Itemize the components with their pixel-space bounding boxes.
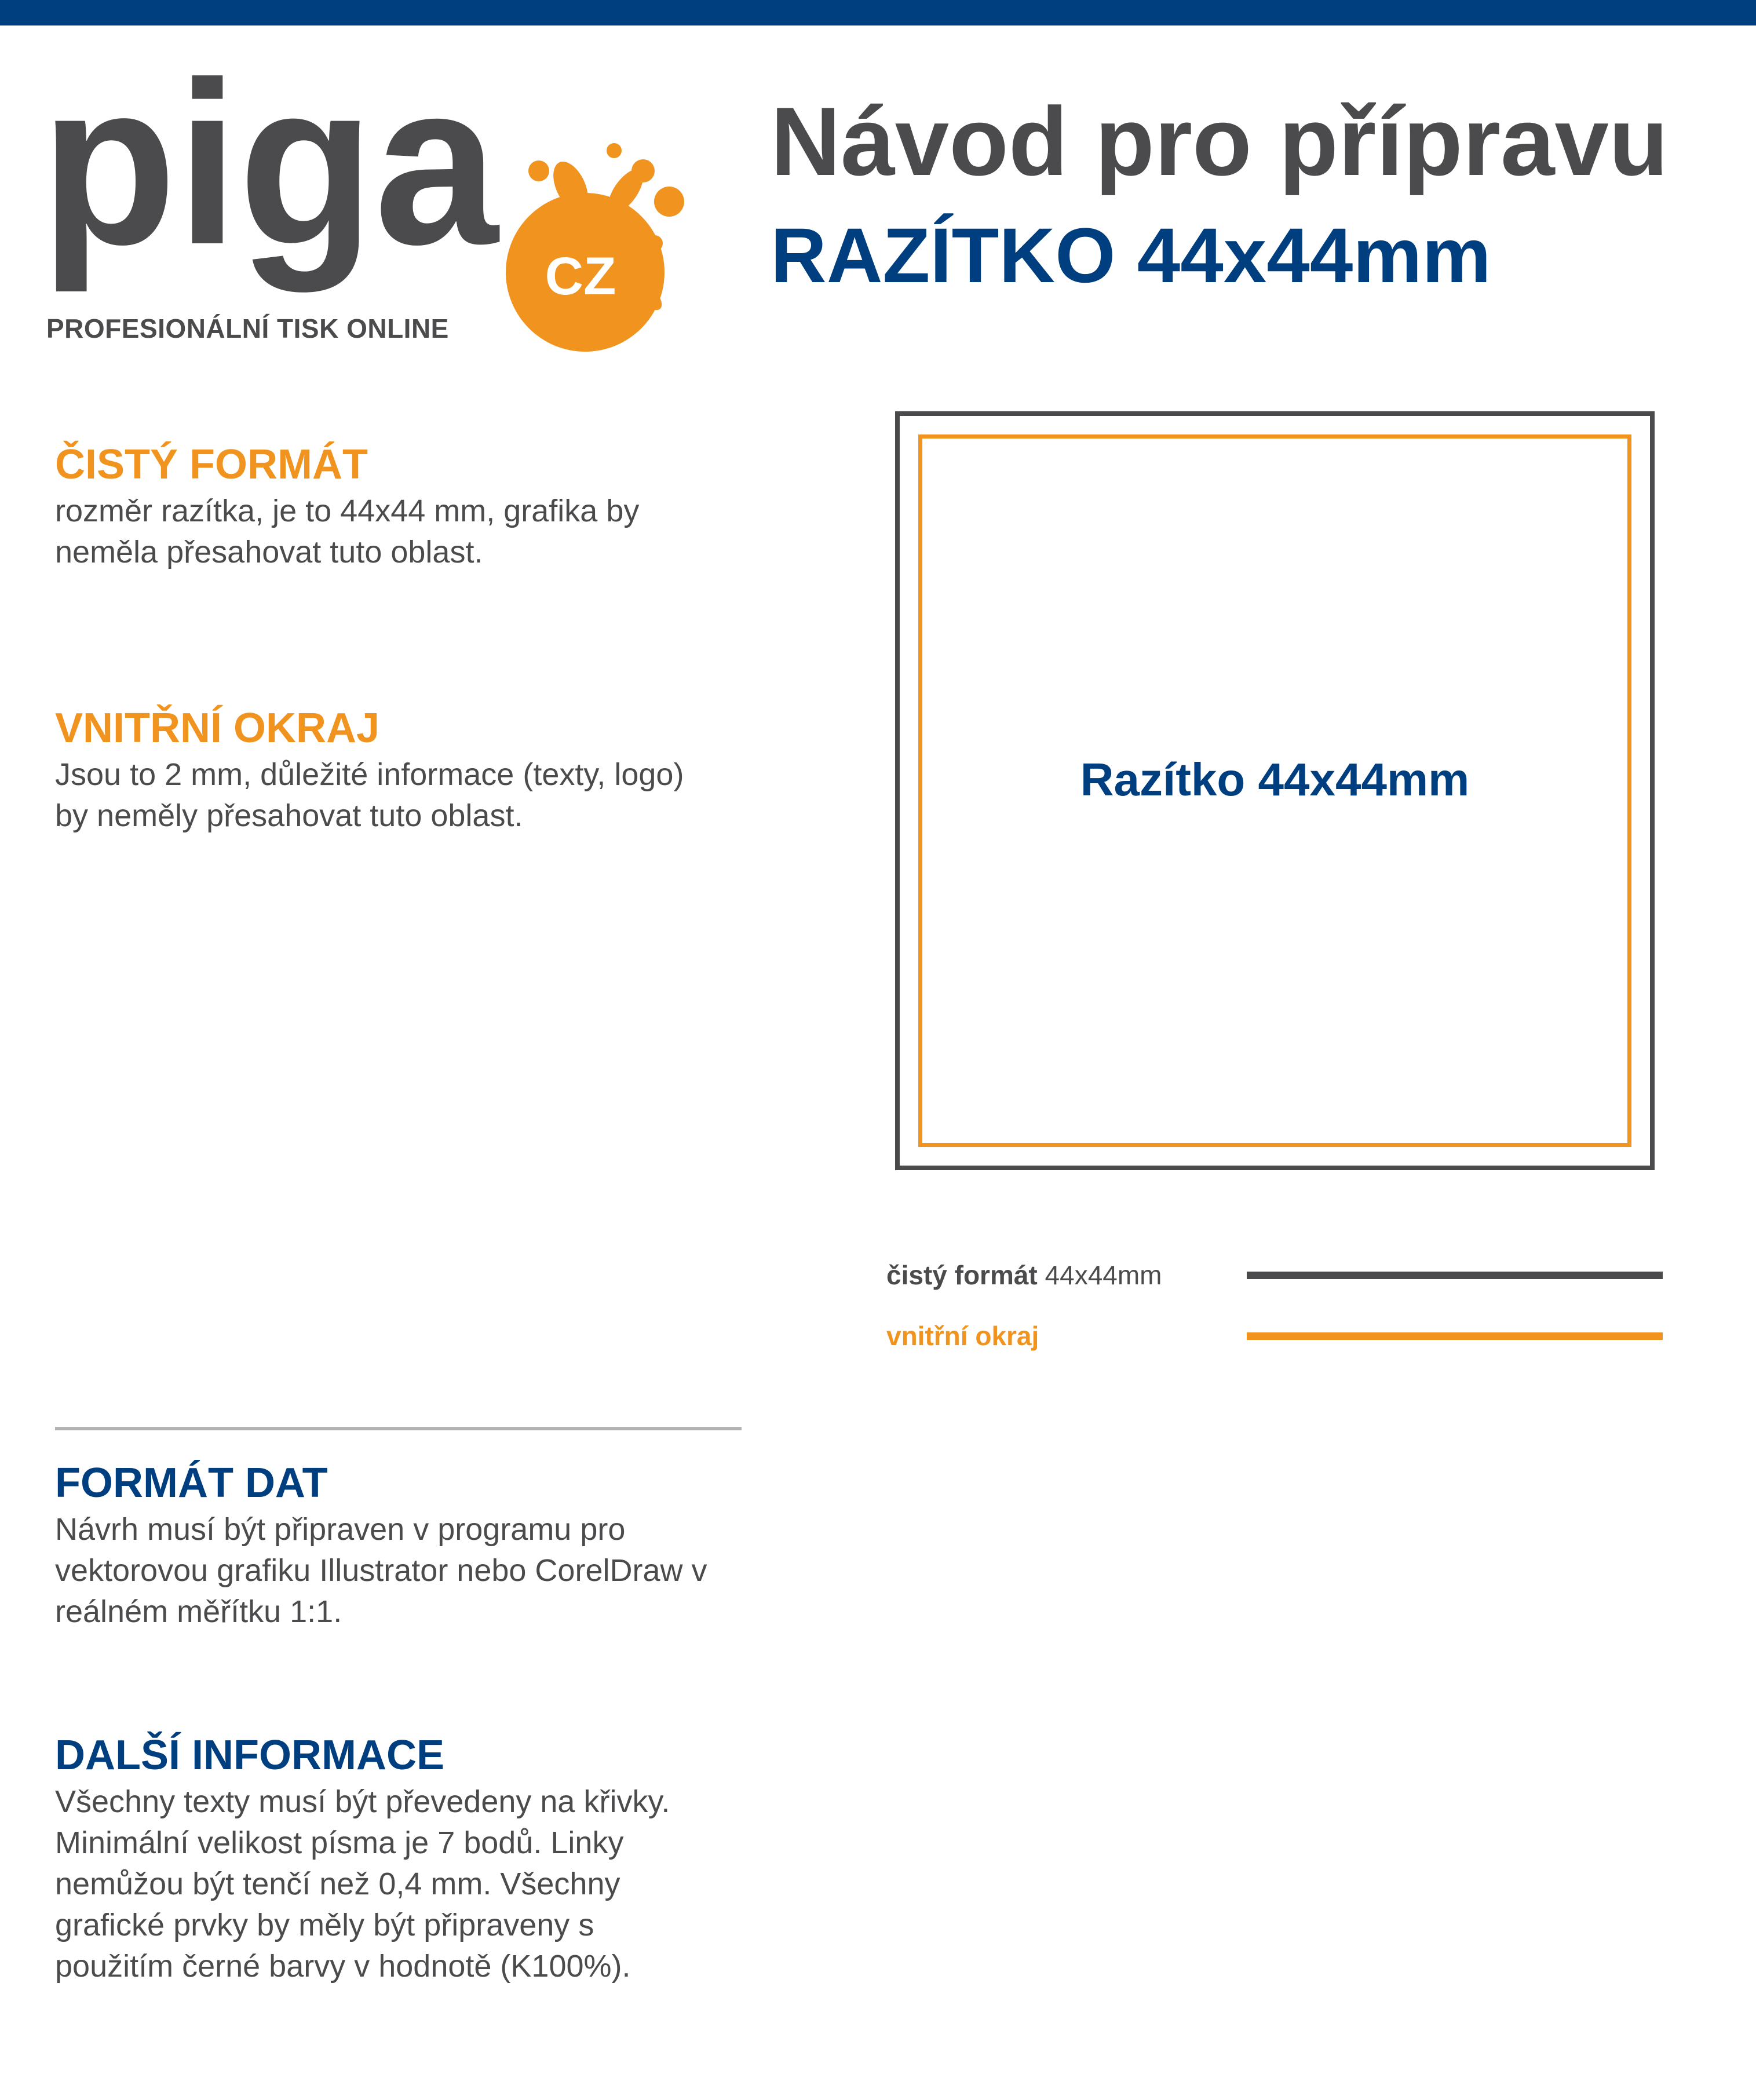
- stamp-label: Razítko 44x44mm: [1080, 754, 1470, 805]
- more-info-text: Všechny texty musí být převedeny na křivky. Minimální velikost písma je 7 bodů. Linky nemůžou být tenčí než 0,4 mm. Všechny grafické prvky by měly být připraveny s použitím černé barvy v hodnotě (K100%).: [55, 1784, 670, 1984]
- more-info-heading: DALŠÍ INFORMACE: [55, 1732, 444, 1778]
- page-subtitle: RAZÍTKO 44x44mm: [771, 213, 1491, 299]
- clean-format-heading: ČISTÝ FORMÁT: [55, 441, 368, 488]
- legend-inner-line: [1247, 1332, 1663, 1340]
- legend-inner-text: [886, 1316, 1039, 1356]
- top-bar: [0, 0, 1756, 25]
- data-format-text: Návrh musí být připraven v programu pro vektorovou grafiku Illustrator nebo CorelDraw v reálném měřítku 1:1.: [55, 1511, 707, 1629]
- section-divider: [55, 1427, 742, 1430]
- section-data-format: [55, 1462, 710, 1632]
- legend-clean-format: [886, 1255, 1663, 1295]
- section-more-info: [55, 1734, 710, 1987]
- section-clean-format: [55, 443, 710, 573]
- page-title: Návod pro přípravu: [771, 87, 1669, 196]
- section-inner-margin: [55, 707, 710, 837]
- inner-margin-heading: VNITŘNÍ OKRAJ: [55, 705, 380, 751]
- logo-badge: CZ: [545, 247, 616, 306]
- legend-inner-margin: [886, 1316, 1663, 1356]
- clean-format-text: rozměr razítka, je to 44x44 mm, grafika by neměla přesahovat tuto oblast.: [55, 493, 640, 569]
- data-format-heading: FORMÁT DAT: [55, 1460, 328, 1506]
- logo-tagline: PROFESIONÁLNÍ TISK ONLINE: [46, 313, 449, 344]
- legend-clean-line: [1247, 1272, 1663, 1279]
- inner-margin-text: Jsou to 2 mm, důležité informace (texty, logo) by neměly přesahovat tuto oblast.: [55, 757, 684, 833]
- logo-wordmark: piga: [41, 52, 517, 293]
- legend-inner-bold: vnitřní okraj: [886, 1321, 1039, 1351]
- legend-clean-bold: čistý formát: [886, 1260, 1038, 1290]
- legend-clean-size: 44x44mm: [1037, 1260, 1162, 1290]
- legend-clean-text: [886, 1255, 1162, 1295]
